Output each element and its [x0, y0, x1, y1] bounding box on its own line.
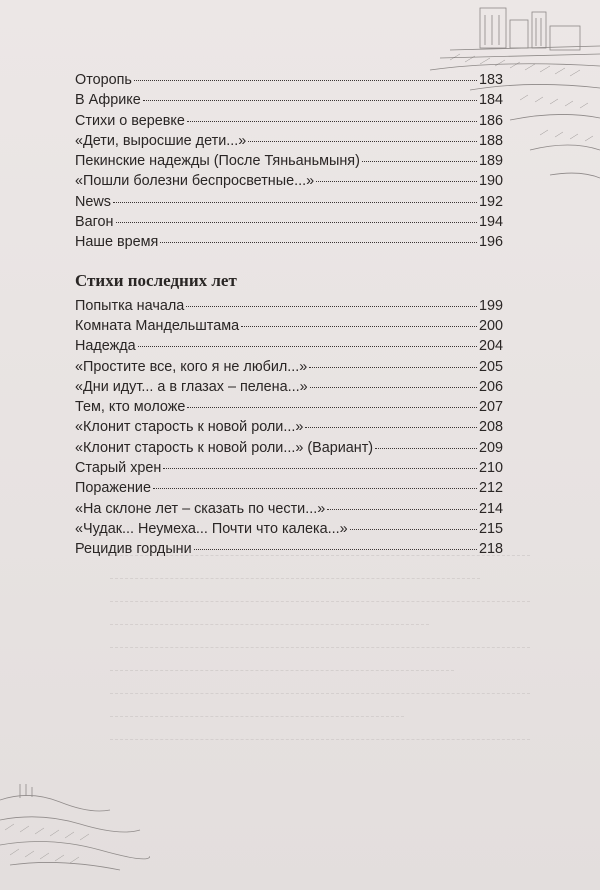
toc-entry-page-number: 218	[478, 541, 503, 558]
dot-leader	[160, 242, 477, 243]
bleed-through-text	[110, 545, 530, 752]
toc-entry	[75, 539, 503, 559]
toc-entry	[75, 232, 503, 252]
toc-entry	[75, 131, 503, 151]
toc-entry-page-number: 208	[478, 419, 503, 436]
toc-entry-title: Попытка начала	[75, 297, 185, 314]
toc-entry	[75, 151, 503, 171]
toc-entry	[75, 192, 503, 212]
toc-entry	[75, 111, 503, 131]
dot-leader	[316, 181, 477, 182]
toc-group-early-poems	[75, 70, 503, 253]
dot-leader	[305, 427, 477, 428]
dot-leader	[116, 222, 477, 223]
toc-entry-title: Тем, кто моложе	[75, 399, 186, 416]
toc-entry-page-number: 188	[478, 132, 503, 149]
dot-leader	[248, 141, 477, 142]
dot-leader	[143, 100, 477, 101]
dot-leader	[153, 488, 477, 489]
toc-entry-title: Комната Мандельштама	[75, 317, 240, 334]
toc-entry-title: Наше время	[75, 234, 159, 251]
dot-leader	[310, 387, 477, 388]
toc-entry-title: Надежда	[75, 338, 136, 355]
toc-entry	[75, 316, 503, 336]
dot-leader	[362, 161, 477, 162]
toc-entry-title: «Дети, выросшие дети...»	[75, 132, 247, 149]
dot-leader	[327, 509, 477, 510]
toc-entry-title: Оторопь	[75, 72, 132, 88]
toc-entry-page-number: 192	[478, 193, 503, 210]
dot-leader	[134, 80, 477, 81]
toc-entry-page-number: 199	[478, 297, 503, 314]
toc-entry-page-number: 204	[478, 338, 503, 355]
toc-entry-page-number: 183	[478, 72, 503, 88]
dot-leader	[187, 121, 477, 122]
table-of-contents	[75, 70, 503, 560]
toc-entry-title: Вагон	[75, 214, 114, 231]
dot-leader	[350, 529, 477, 530]
toc-entry-title: Рецидив гордыни	[75, 541, 192, 558]
landscape-sketch-illustration	[0, 770, 150, 890]
toc-entry-page-number: 205	[478, 358, 503, 375]
toc-entry-title: «Чудак... Неумеха... Почти что калека...»	[75, 520, 348, 537]
toc-entry-title: Поражение	[75, 480, 151, 497]
toc-entry-page-number: 189	[478, 153, 503, 170]
toc-entry-page-number: 200	[478, 317, 503, 334]
toc-entry-page-number: 207	[478, 399, 503, 416]
toc-entry-title: «Клонит старость к новой роли...» (Вариант)	[75, 439, 374, 456]
dot-leader	[113, 202, 477, 203]
toc-entry	[75, 458, 503, 478]
toc-entry	[75, 212, 503, 232]
dot-leader	[194, 549, 477, 550]
toc-entry-page-number: 212	[478, 480, 503, 497]
toc-entry-page-number: 186	[478, 112, 503, 129]
toc-entry	[75, 336, 503, 356]
dot-leader	[163, 468, 477, 469]
toc-entry-title: Пекинские надежды (После Тяньаньмыня)	[75, 153, 360, 170]
toc-entry-page-number: 190	[478, 173, 503, 190]
dot-leader	[375, 448, 477, 449]
toc-group-late-poems	[75, 296, 503, 560]
toc-entry-title: Старый хрен	[75, 460, 162, 477]
toc-entry-title: «Клонит старость к новой роли...»	[75, 419, 304, 436]
toc-entry	[75, 357, 503, 377]
toc-entry-title: «Простите все, кого я не любил...»	[75, 358, 308, 375]
toc-entry-page-number: 196	[478, 234, 503, 251]
toc-entry-page-number: 210	[478, 460, 503, 477]
dot-leader	[186, 306, 477, 307]
toc-entry	[75, 417, 503, 437]
toc-entry	[75, 397, 503, 417]
toc-entry-title: «Пошли болезни беспросветные...»	[75, 173, 315, 190]
toc-entry-title: Стихи о веревке	[75, 112, 185, 129]
toc-entry	[75, 377, 503, 397]
toc-entry	[75, 478, 503, 498]
toc-entry	[75, 438, 503, 458]
toc-entry-title: News	[75, 193, 111, 210]
toc-entry-page-number: 206	[478, 378, 503, 395]
toc-entry-page-number: 215	[478, 520, 503, 537]
toc-entry	[75, 519, 503, 539]
toc-entry	[75, 499, 503, 519]
toc-entry	[75, 70, 503, 90]
toc-entry-page-number: 184	[478, 92, 503, 109]
toc-entry-title: В Африке	[75, 92, 141, 109]
toc-entry	[75, 296, 503, 316]
section-heading: Стихи последних лет	[75, 270, 237, 290]
toc-entry-page-number: 194	[478, 214, 503, 231]
dot-leader	[187, 407, 477, 408]
dot-leader	[309, 367, 477, 368]
toc-entry-title: «Дни идут... а в глазах – пелена...»	[75, 378, 308, 395]
toc-entry-page-number: 209	[478, 439, 503, 456]
toc-entry	[75, 90, 503, 110]
dot-leader	[138, 346, 477, 347]
toc-entry	[75, 171, 503, 191]
dot-leader	[241, 326, 477, 327]
toc-entry-page-number: 214	[478, 500, 503, 517]
toc-entry-title: «На склоне лет – сказать по чести...»	[75, 500, 326, 517]
